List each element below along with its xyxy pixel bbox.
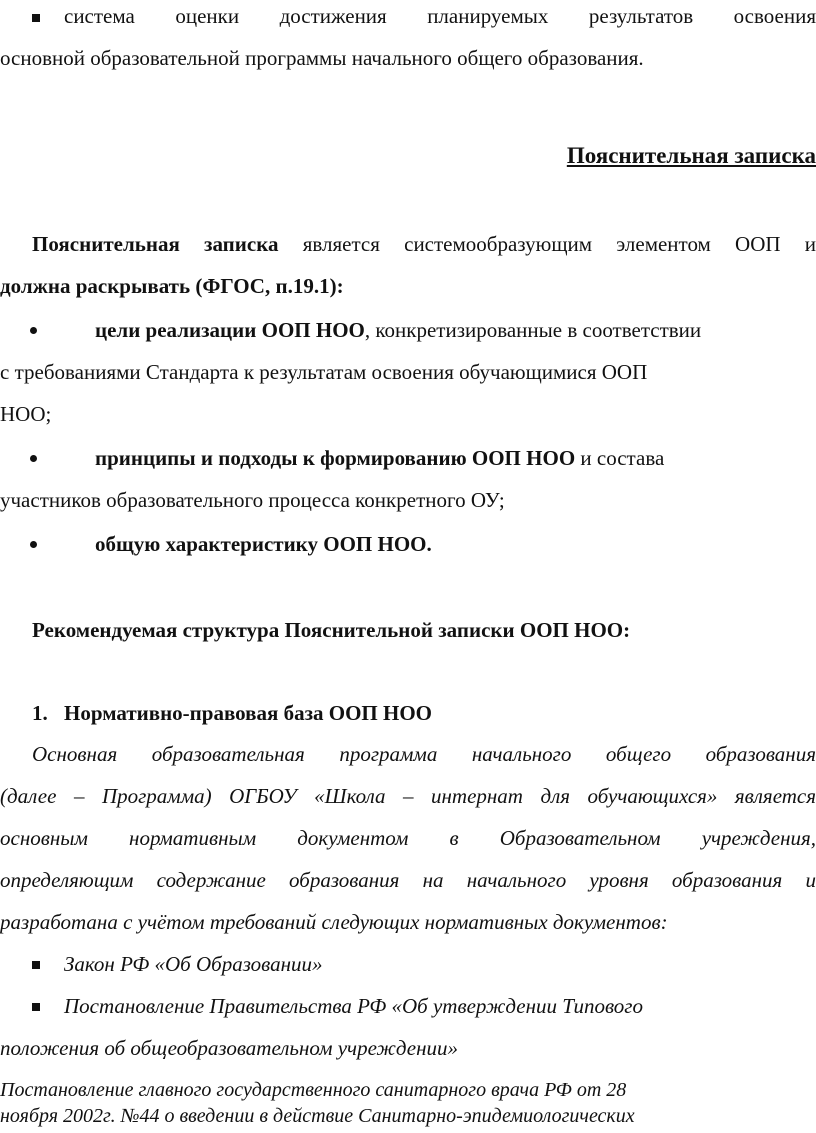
round-bullet-icon bbox=[30, 541, 37, 548]
section-1-title bbox=[64, 699, 432, 727]
square-bullet-icon bbox=[32, 1003, 40, 1011]
intro-line-2: основной образовательной программы начального общего образования. bbox=[0, 46, 644, 70]
section-1-number bbox=[32, 699, 48, 727]
square-bullet-icon bbox=[32, 14, 40, 22]
section-1-number-text: 1. bbox=[32, 701, 48, 725]
para1-bold-term: Пояснительная записка bbox=[32, 232, 279, 256]
bullet-1-line-1 bbox=[95, 316, 701, 344]
intro-line-1: система оценки достижения планируемых результатов освоения bbox=[64, 4, 816, 28]
round-bullet-icon bbox=[30, 327, 37, 334]
doc-list-item-2-line-2: положения об общеобразовательном учреждении» bbox=[0, 1036, 459, 1060]
bullet-2-line-2: участников образовательного процесса конкретного ОУ; bbox=[0, 488, 505, 512]
para1-line-1 bbox=[32, 230, 816, 258]
structure-heading-text: Рекомендуемая структура Пояснительной записки ООП НОО: bbox=[32, 618, 631, 642]
bullet-2-rest: и состава bbox=[575, 446, 665, 470]
final-para-line-1: Постановление главного государственного санитарного врача РФ от 28 bbox=[0, 1079, 627, 1101]
bullet-1-line-2: с требованиями Стандарта к результатам освоения обучающимися ООП bbox=[0, 360, 648, 384]
page-title: Пояснительная записка bbox=[566, 143, 816, 168]
section-1-title-text: Нормативно-правовая база ООП НОО bbox=[64, 701, 433, 725]
round-bullet-icon bbox=[30, 455, 37, 462]
structure-heading bbox=[32, 616, 630, 644]
bullet-3-line-1 bbox=[95, 530, 432, 558]
bullet-2-line-1 bbox=[95, 444, 664, 472]
italic-para-line-1: Основная образовательная программа начального общего образования bbox=[32, 742, 816, 766]
para1-rest: является системообразующим элементом ООП и bbox=[278, 232, 816, 256]
italic-para-line-3: основным нормативным документом в Образовательном учреждения, bbox=[0, 826, 816, 850]
doc-list-item-1: Закон РФ «Об Образовании» bbox=[64, 952, 323, 976]
doc-list-item-2-line-1: Постановление Правительства РФ «Об утверждении Типового bbox=[64, 994, 643, 1018]
bullet-1-bold: цели реализации ООП НОО bbox=[95, 318, 365, 342]
bullet-1-rest: , конкретизированные в соответствии bbox=[364, 318, 702, 342]
bullet-3-bold: общую характеристику ООП НОО. bbox=[95, 532, 432, 556]
italic-para-line-5: разработана с учётом требований следующих нормативных документов: bbox=[0, 910, 668, 934]
final-para-line-2: ноября 2002г. №44 о введении в действие Санитарно-эпидемиологических bbox=[0, 1105, 635, 1127]
square-bullet-icon bbox=[32, 961, 40, 969]
para1-line-2-text: должна раскрывать (ФГОС, п.19.1): bbox=[0, 274, 344, 298]
para1-line-2 bbox=[0, 272, 816, 300]
bullet-1-line-3: НОО; bbox=[0, 402, 52, 426]
italic-para-line-4: определяющим содержание образования на начального уровня образования и bbox=[0, 868, 816, 892]
bullet-2-bold: принципы и подходы к формированию ООП НОО bbox=[95, 446, 576, 470]
italic-para-line-2: (далее – Программа) ОГБОУ «Школа – интернат для обучающихся» является bbox=[0, 784, 816, 808]
